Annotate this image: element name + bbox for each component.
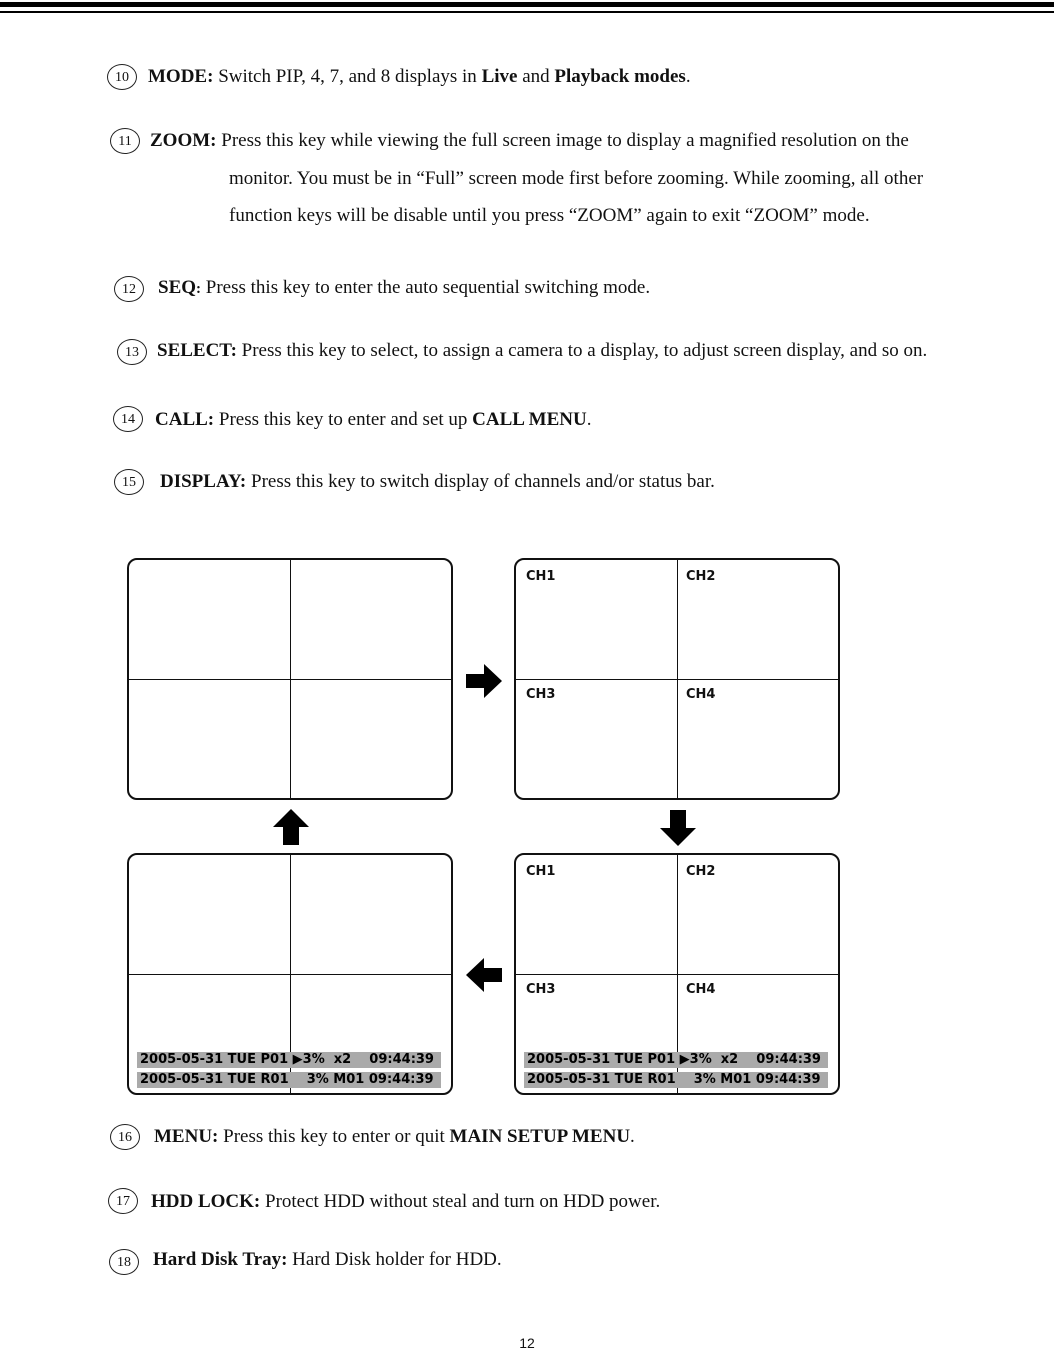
- seq-text: Press this key to enter the auto sequential switching mode.: [201, 277, 651, 298]
- hard-disk-tray-text: Hard Disk holder for HDD.: [287, 1249, 502, 1270]
- item-number-12: 12: [114, 276, 144, 302]
- call-tail: .: [586, 409, 592, 430]
- mode-text-a: Switch PIP, 4, 7, and 8 displays in: [213, 66, 482, 87]
- channel-label: CH2: [686, 569, 716, 584]
- menu-text: Press this key to enter or quit: [218, 1126, 450, 1147]
- item-number-14: 14: [113, 406, 143, 432]
- top-rule-thin: [0, 11, 1054, 13]
- call-text: Press this key to enter and set up: [214, 409, 473, 430]
- term-mode: MODE:: [148, 66, 214, 87]
- item-number-16: 16: [110, 1124, 140, 1150]
- screen-quad-channels-status: [514, 853, 840, 1095]
- hdd-lock-text: Protect HDD without steal and turn on HDD power.: [260, 1191, 661, 1212]
- zoom-line-3: function keys will be disable until you press “ZOOM” again to exit “ZOOM” mode.: [229, 205, 870, 226]
- arrow-up-icon: [273, 809, 309, 845]
- channel-label: CH3: [526, 982, 556, 997]
- status-bar-line-2: 2005-05-31 TUE R01 3% M01 09:44:39: [137, 1072, 441, 1088]
- call-bold-menu: CALL MENU: [472, 409, 587, 430]
- term-menu: MENU:: [154, 1126, 219, 1147]
- item-display: [160, 463, 715, 500]
- arrow-down-icon: [660, 810, 696, 846]
- channel-label: CH1: [526, 569, 556, 584]
- item-number-11: 11: [110, 128, 140, 154]
- top-rule-thick: [0, 2, 1054, 7]
- screen-quad-status: [127, 853, 453, 1095]
- mode-bold-live: Live: [481, 66, 518, 87]
- select-text: Press this key to select, to assign a camera to a display, to adjust screen display, and so on.: [236, 340, 928, 361]
- channel-label: CH1: [526, 864, 556, 879]
- status-bar-line-1: 2005-05-31 TUE P01 ▶3% x2 09:44:39: [137, 1052, 441, 1068]
- arrow-right-icon: [466, 664, 502, 698]
- screen-quad-channels: [514, 558, 840, 800]
- item-mode: [148, 58, 691, 95]
- menu-tail: .: [630, 1126, 635, 1147]
- term-seq: SEQ: [158, 277, 197, 298]
- status-bar-line-1: 2005-05-31 TUE P01 ▶3% x2 09:44:39: [524, 1052, 828, 1068]
- channel-label: CH4: [686, 982, 716, 997]
- zoom-line-2: monitor. You must be in “Full” screen mode first before zooming. While zooming, all other: [229, 168, 924, 189]
- item-seq: [158, 269, 650, 308]
- channel-label: CH3: [526, 687, 556, 702]
- term-zoom: ZOOM:: [150, 130, 217, 151]
- term-call: CALL:: [155, 409, 215, 430]
- grid-horizontal: [516, 974, 838, 975]
- item-hdd-lock: [151, 1183, 660, 1220]
- term-hdd-lock: HDD LOCK:: [151, 1191, 261, 1212]
- term-select: SELECT:: [157, 340, 237, 361]
- item-number-10: 10: [107, 64, 137, 90]
- mode-bold-playback: Playback modes: [554, 66, 686, 87]
- menu-bold-main-setup: MAIN SETUP MENU: [449, 1126, 631, 1147]
- display-text: Press this key to switch display of channels and/or status bar.: [246, 471, 715, 492]
- item-select: [157, 332, 927, 369]
- seq-colon: :: [196, 281, 202, 297]
- zoom-line-1: Press this key while viewing the full screen image to display a magnified resolution on the: [216, 130, 909, 151]
- page-number: 12: [519, 1335, 535, 1351]
- grid-horizontal: [516, 679, 838, 680]
- item-zoom: [150, 122, 909, 159]
- status-bar-line-2: 2005-05-31 TUE R01 3% M01 09:44:39: [524, 1072, 828, 1088]
- screen-quad-blank: [127, 558, 453, 800]
- arrow-left-icon: [466, 958, 502, 992]
- item-number-13: 13: [117, 339, 147, 365]
- term-hard-disk-tray: Hard Disk Tray:: [153, 1249, 288, 1270]
- item-number-17: 17: [108, 1188, 138, 1214]
- item-menu: [154, 1118, 635, 1155]
- item-number-15: 15: [114, 469, 144, 495]
- item-hard-disk-tray: [153, 1241, 502, 1278]
- mode-text-c: .: [685, 66, 691, 87]
- item-call: [155, 401, 591, 438]
- item-number-18: 18: [109, 1249, 139, 1275]
- mode-text-b: and: [517, 66, 555, 87]
- channel-label: CH2: [686, 864, 716, 879]
- channel-label: CH4: [686, 687, 716, 702]
- term-display: DISPLAY:: [160, 471, 247, 492]
- grid-horizontal: [129, 974, 451, 975]
- grid-horizontal: [129, 679, 451, 680]
